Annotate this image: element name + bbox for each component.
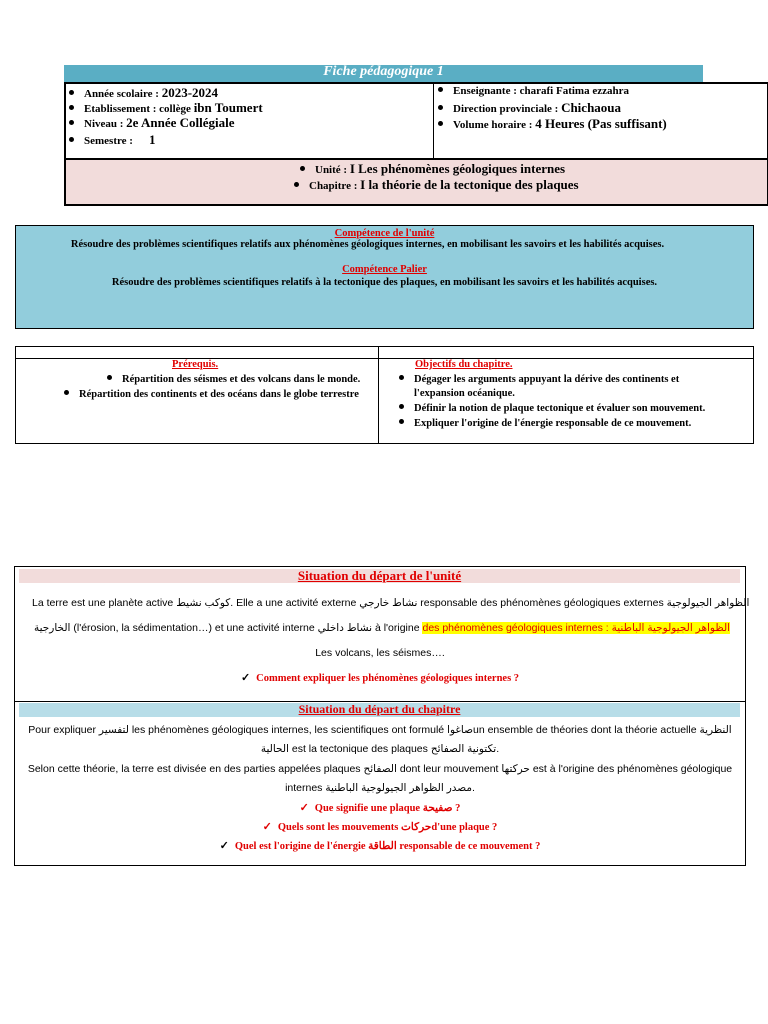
- hours-row: [438, 116, 667, 132]
- situation-chapter-line-2: الحالية est la tectonique des plaques تكتونية الصفائح.: [260, 743, 500, 755]
- checkmark-icon: ✓: [219, 840, 229, 852]
- bullet-icon: [69, 105, 74, 110]
- level-label: Niveau :: [84, 118, 127, 130]
- chapter-question: [14, 820, 746, 833]
- situation-chapter-line-1: Pour expliquer لتفسير les phénomènes géologiques internes, les scientifiques ont formulé صاغواun ensemble de théories dont la théorie actuelle النظرية: [28, 724, 732, 736]
- establishment-label: Etablissement : collège: [84, 103, 194, 115]
- page-title: Fiche pédagogique 1: [323, 64, 444, 79]
- objective-text: Définir la notion de plaque tectonique et évaluer son mouvement.: [414, 403, 706, 414]
- chapter-question: [14, 839, 746, 852]
- situation-unit-line-2: [34, 622, 730, 634]
- chapter-question-text: Quel est l'origine de l'énergie الطاقة responsable de ce mouvement ?: [234, 841, 541, 852]
- hours-label: Volume horaire :: [453, 119, 536, 131]
- prerequisite-text: Répartition des continents et des océans dans le globe terrestre: [79, 389, 359, 400]
- checkmark-icon: ✓: [240, 672, 251, 684]
- objective-item: [399, 418, 691, 429]
- semester-row: [69, 132, 155, 148]
- objective-text: Dégager les arguments appuyant la dérive des continents et: [414, 374, 680, 385]
- table-header-divider: [15, 358, 754, 359]
- palier-competence-text: Résoudre des problèmes scientifiques relatifs à la tectonique des plaques, en mobilisant les savoirs et les habilités acquises.: [111, 277, 658, 288]
- situation-chapter-line-4: internes مصدر الظواهر الجيولوجية الباطنية.: [285, 782, 475, 794]
- teacher-row: [438, 85, 629, 97]
- school-year-value: 2023-2024: [161, 85, 219, 100]
- bullet-icon: [399, 419, 404, 424]
- unit-competence-text: Résoudre des problèmes scientifiques relatifs aux phénomènes géologiques internes, en mobilisant les savoirs et les habilités acquises.: [70, 239, 665, 250]
- situation-chapter-title: Situation du départ du chapitre: [298, 702, 461, 716]
- bullet-icon: [294, 182, 299, 187]
- unit-row: [300, 161, 565, 177]
- checkmark-icon: ✓: [299, 802, 309, 814]
- header-divider: [64, 158, 768, 160]
- establishment-value: ibn Toumert: [193, 100, 263, 115]
- semester-value: 1: [148, 132, 156, 147]
- bullet-icon: [69, 90, 74, 95]
- chapter-question: [14, 801, 746, 814]
- bullet-icon: [399, 404, 404, 409]
- chapter-value: I la théorie de la tectonique des plaques: [360, 177, 579, 192]
- prerequisites-title: Prérequis.: [172, 359, 219, 370]
- province-row: [438, 100, 621, 116]
- school-year-row: [69, 85, 218, 101]
- semester-label: Semestre :: [84, 135, 133, 147]
- province-label: Direction provinciale :: [453, 103, 562, 115]
- province-value: Chichaoua: [561, 100, 622, 115]
- chapter-label: Chapitre :: [309, 180, 361, 192]
- bullet-icon: [300, 166, 305, 171]
- objective-item-continued: l'expansion océanique.: [414, 388, 515, 399]
- header-column-divider: [433, 82, 434, 159]
- teacher-label: Enseignante : charafi Fatima ezzahra: [453, 85, 629, 97]
- situation-unit-line-3: Les volcans, les séismes….: [315, 647, 445, 659]
- chapter-row: [294, 177, 579, 193]
- bullet-icon: [399, 375, 404, 380]
- chapter-question-text: Que signifie une plaque صفيحة ?: [314, 803, 461, 814]
- situation-unit-title: Situation du départ de l'unité: [297, 568, 462, 583]
- unit-competence-title: Compétence de l'unité: [334, 228, 435, 239]
- unit-value: I Les phénomènes géologiques internes: [349, 161, 566, 176]
- bullet-icon: [107, 375, 112, 380]
- bullet-icon: [438, 121, 443, 126]
- chapter-question-text: Quels sont les mouvements حركاتd'une plaque ?: [277, 822, 498, 833]
- objective-item: [399, 374, 679, 385]
- highlighted-text: des phénomènes géologiques internes : الظواهر الجيولوجية الباطنية: [422, 622, 731, 634]
- school-year-label: Année scolaire :: [84, 88, 162, 100]
- level-row: [69, 115, 235, 131]
- bullet-icon: [438, 87, 443, 92]
- objective-text: Expliquer l'origine de l'énergie responsable de ce mouvement.: [414, 418, 692, 429]
- hours-value: 4 Heures (Pas suffisant): [535, 116, 667, 131]
- bullet-icon: [64, 390, 69, 395]
- establishment-row: [69, 100, 263, 116]
- prerequisite-text: Répartition des séismes et des volcans dans le monde.: [122, 374, 361, 385]
- table-column-divider: [378, 346, 379, 444]
- objective-item: [399, 403, 705, 414]
- bullet-icon: [69, 120, 74, 125]
- prerequisite-item: [107, 374, 360, 385]
- situation-unit-line-2-text: الخارجية (l'érosion, la sédimentation…) et une activité interne نشاط داخلي à l'origine: [34, 622, 423, 634]
- prerequisite-item: [64, 389, 359, 400]
- situation-chapter-line-3: Selon cette théorie, la terre est divisée en des parties appelées plaques الصفائح dont leur mouvement حركتها est à l'origine des phénomènes géologique: [27, 763, 733, 775]
- level-value: 2e Année Collégiale: [126, 115, 235, 130]
- bullet-icon: [69, 137, 74, 142]
- situation-unit-question-text: Comment expliquer les phénomènes géologiques internes ?: [256, 673, 520, 684]
- situation-unit-question: [14, 671, 746, 684]
- situation-unit-line-1: La terre est une planète active كوكب نشيط. Elle a une activité externe نشاط خارجي responsable des phénomènes géologiques externes الظواهر الجيولوجية: [32, 597, 750, 609]
- palier-competence-title: Compétence Palier: [342, 264, 427, 275]
- bullet-icon: [438, 105, 443, 110]
- checkmark-icon: ✓: [262, 821, 272, 833]
- objectives-title: Objectifs du chapitre.: [415, 359, 513, 370]
- unit-label: Unité :: [315, 164, 350, 176]
